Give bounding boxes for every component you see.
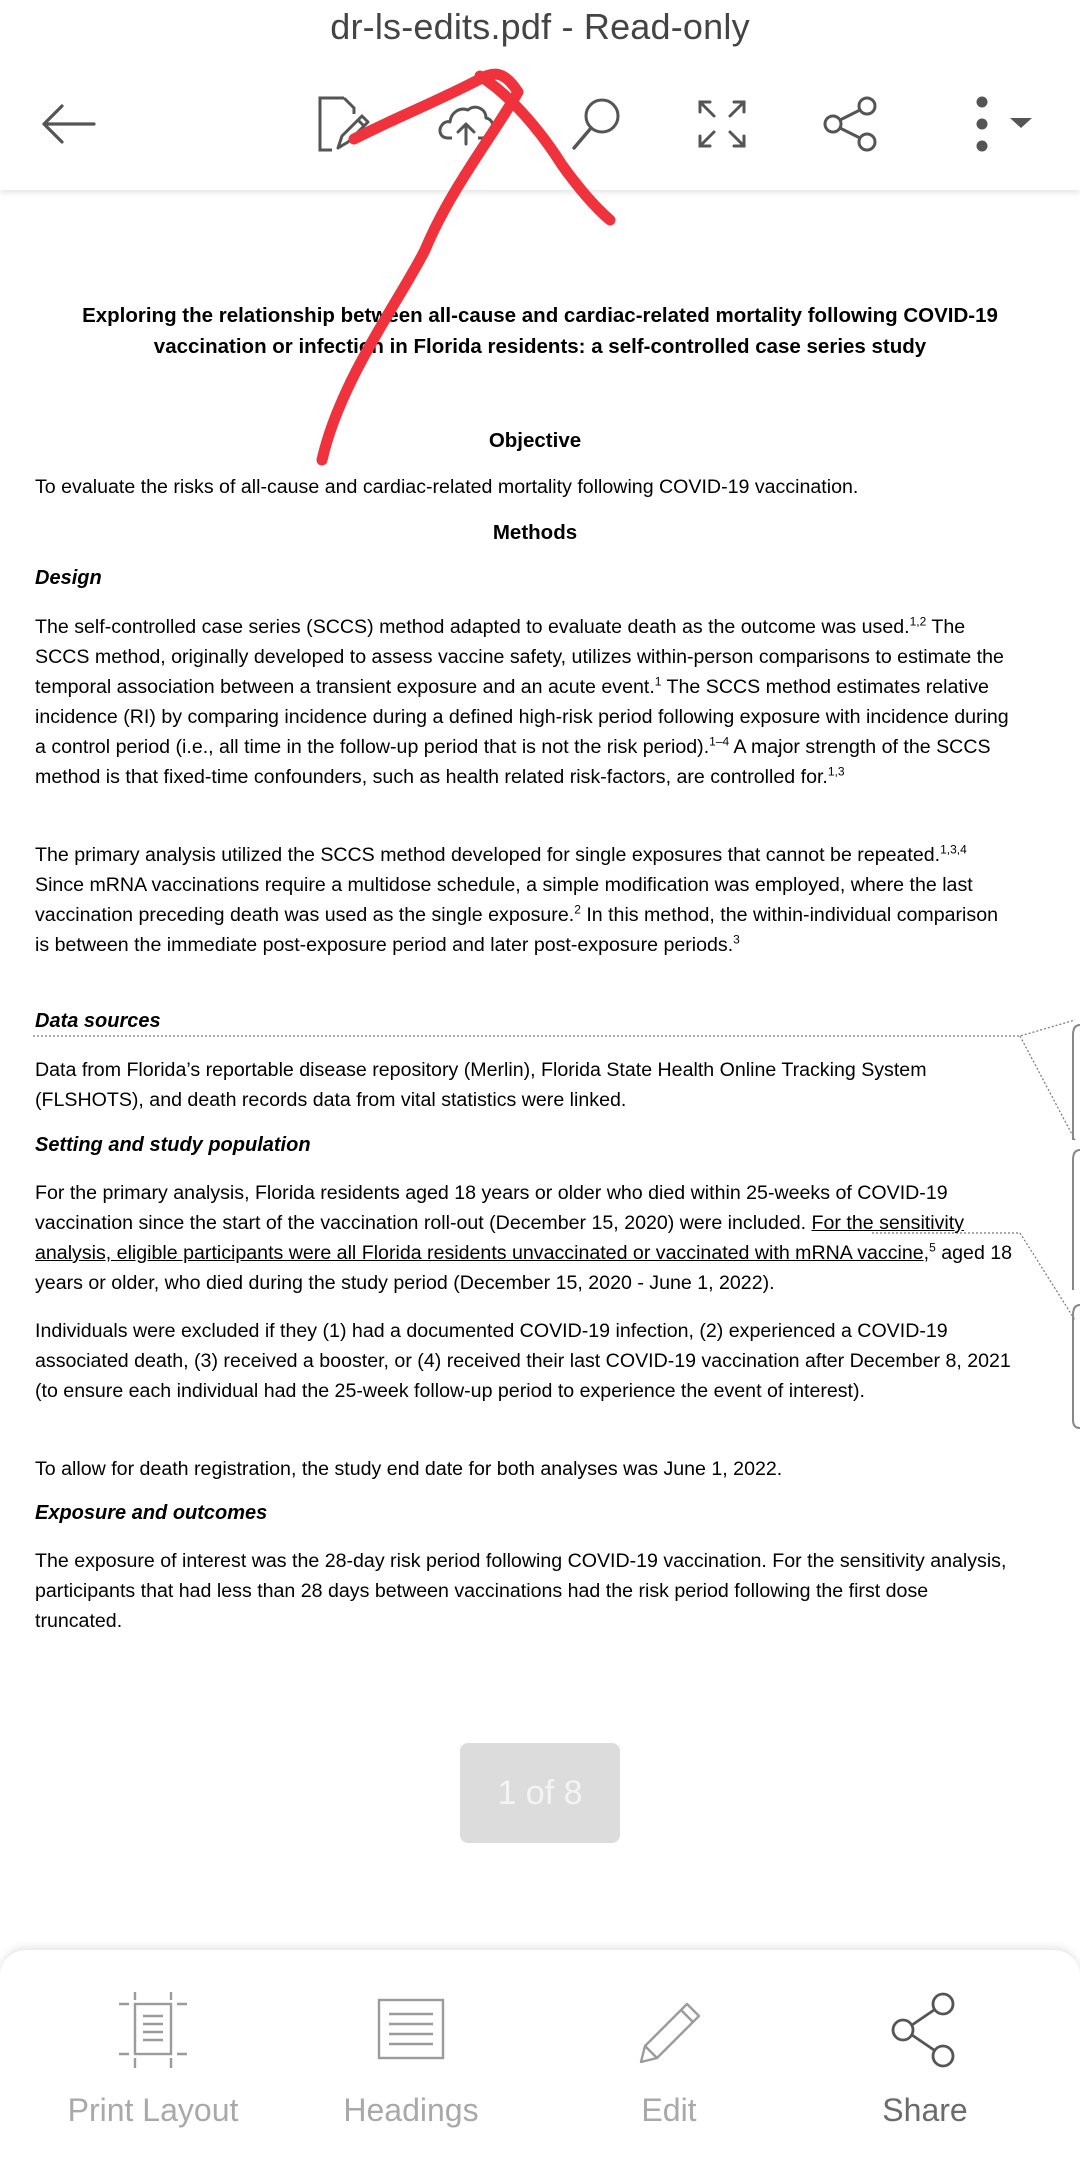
page-indicator: 1 of 8 [460, 1743, 620, 1843]
design-paragraph-2: The primary analysis utilized the SCCS method developed for single exposures that cannot be repeated.$^{1,3,4}$ Since mRNA vaccinations require a multidose schedule, a simple modification was employed, where the last vaccination preceding death was used as the single exposure.$^2$ In this method, the within-individual comparison is between the immediate post-exposure period and later post-exposure periods.$^3$ [35, 842, 998, 956]
exposure-text: The exposure of interest was the 28-day risk period following COVID-19 vaccination. For the sensitivity analysis, participants that had less than 28 days between vaccinations had the risk period following the first dose truncated. [35, 1550, 1007, 1632]
edit-document-icon [308, 92, 372, 156]
share-button[interactable] [800, 1990, 1050, 2160]
headings-label: Headings [343, 2092, 479, 2128]
objective-text: To evaluate the risks of all-cause and cardiac-related mortality following COVID-19 vaccination. [35, 476, 859, 498]
headings-icon [371, 1990, 451, 2070]
cloud-upload-icon [434, 92, 498, 156]
file-title: dr-ls-edits.pdf - Read-only [330, 6, 750, 47]
document-title-line-1: Exploring the relationship between all-cause and cardiac-related mortality following COVID-19 [82, 304, 998, 327]
setting-paragraph-1: For the primary analysis, Florida residents aged 18 years or older who died within 25-weeks of COVID-19 vaccination since the start of the vaccination roll-out (December 15, 2020) were included. For the sensitivity analysis, eligible participants were all Florida residents unvaccinated or vaccinated with mRNA vaccine,$^5$ aged 18 years or older, who died during the study period (December 15, 2020 - June 1, 2022). [35, 1182, 1013, 1294]
print-layout-icon [113, 1990, 193, 2070]
search-icon [564, 92, 628, 156]
more-options-icon [960, 92, 1040, 156]
fullscreen-button[interactable] [686, 88, 758, 160]
design-heading: Design [35, 567, 102, 589]
tracked-change-underline: For the sensitivity analysis, eligible participants were all Florida residents unvaccinated or vaccinated with mRNA vaccine, [35, 1212, 964, 1264]
edit-document-button[interactable] [304, 88, 376, 160]
search-button[interactable] [560, 88, 632, 160]
top-toolbar [0, 0, 1080, 190]
document-title-line-2: vaccination or infection in Florida residents: a self-controlled case series study [153, 335, 927, 358]
back-arrow-icon [36, 92, 100, 156]
headings-button[interactable] [286, 1990, 536, 2160]
data-sources-heading: Data sources [35, 1010, 161, 1032]
design-paragraph-1: The self-controlled case series (SCCS) method adapted to evaluate death as the outcome was used.$^{1,2}$ The SCCS method, originally developed to assess vaccine safety, utilizes within-person comparisons to estimate the temporal association between a transient exposure and an acute event.$^1$ The SCCS method estimates relative incidence (RI) by comparing incidence during a defined high-risk period following exposure with incidence during a control period (i.e., all time in the follow-up period that is not the risk period).$^{1-4}$ A major strength of the SCCS method is that fixed-time confounders, such as health related risk-factors, are controlled for.$^{1,3}$ [35, 614, 1009, 788]
edit-label: Edit [641, 2092, 697, 2128]
print-layout-button[interactable] [28, 1990, 278, 2160]
bottom-toolbar [0, 1950, 1080, 2181]
objective-heading: Objective [488, 429, 582, 452]
methods-heading: Methods [492, 521, 578, 544]
document-page[interactable] [0, 190, 1080, 1950]
more-options-button[interactable] [960, 88, 1040, 160]
share-label: Share [882, 2092, 968, 2128]
share-toolbar-button[interactable] [815, 88, 887, 160]
setting-heading: Setting and study population [35, 1134, 311, 1156]
share-icon [819, 92, 883, 156]
setting-paragraph-3: To allow for death registration, the study end date for both analyses was June 1, 2022. [35, 1458, 783, 1480]
upload-button[interactable] [430, 88, 502, 160]
data-sources-text: Data from Florida’s reportable disease repository (Merlin), Florida State Health Online Tracking System (FLSHOTS), and death records data from vital statistics were linked. [35, 1059, 927, 1111]
edit-button[interactable] [544, 1990, 794, 2160]
back-button[interactable] [32, 88, 104, 160]
fullscreen-icon [690, 92, 754, 156]
pencil-icon [629, 1990, 709, 2070]
setting-paragraph-2: Individuals were excluded if they (1) had a documented COVID-19 infection, (2) experienced a COVID-19 associated death, (3) received a booster, or (4) received their last COVID-19 vaccination after December 8, 2021 (to ensure each individual had the 25-week follow-up period to experience the event of interest). [35, 1320, 1011, 1402]
print-layout-label: Print Layout [67, 2092, 239, 2128]
share-icon [885, 1990, 965, 2070]
exposure-heading: Exposure and outcomes [35, 1502, 268, 1524]
